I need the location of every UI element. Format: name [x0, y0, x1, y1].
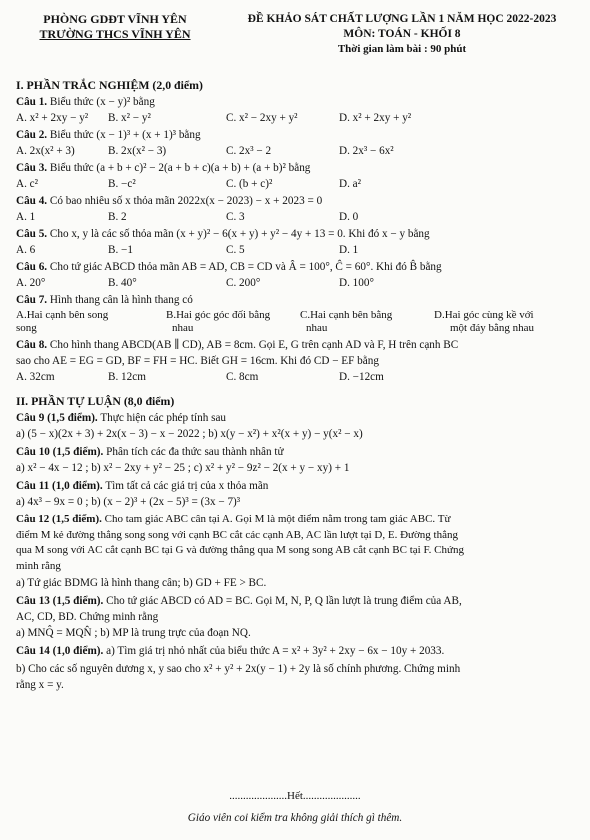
question-6 [16, 260, 576, 274]
question-text: Cho tứ giác ABCD thỏa mãn AB = AD, CB = CD và Â = 100°, Ĉ = 60°. Khi đó B̂ bằng [49, 260, 442, 273]
option-a: A. c² [16, 177, 38, 190]
question-text: Biểu thức (a + b + c)² − 2(a + b + c)(a + b) + (a + b)² bằng [49, 161, 311, 174]
header-left [20, 12, 210, 41]
question-text: Có bao nhiêu số x thỏa mãn 2022x(x − 2023) − x + 2023 = 0 [49, 194, 323, 207]
question-10-parts: a) x² − 4x − 12 ; b) x² − 2xy + y² − 25 ; c) x² + y² − 9z² − 2(x + y − xy) + 1 [16, 461, 350, 474]
option-b: B. 40° [108, 276, 137, 289]
question-11 [16, 479, 576, 493]
header-right [222, 12, 582, 56]
question-label: Câu 8. [16, 339, 48, 352]
question-text: Thực hiện các phép tính sau [100, 411, 227, 424]
question-13-parts: a) MNQ̂ = MQN̂ ; b) MP là trung trực của đoạn NQ. [16, 626, 251, 639]
question-12 [16, 513, 576, 527]
question-5 [16, 227, 576, 241]
options-8 [16, 370, 576, 384]
question-text: Cho tam giác ABC cân tại A. Gọi M là một điểm nằm trong tam giác ABC. Từ [104, 512, 451, 525]
option-a-line1: A.Hai cạnh bên song [16, 308, 109, 321]
option-d: D. a² [339, 177, 361, 190]
question-12-parts: a) Tứ giác BDMG là hình thang cân; b) GD + FE > BC. [16, 576, 267, 589]
option-b: B. −c² [108, 177, 136, 190]
option-d: D. x² + 2xy + y² [339, 111, 412, 124]
option-a: A. 20° [16, 276, 46, 289]
question-text: Cho hình thang ABCD(AB ∥ CD), AB = 8cm. Gọi E, G trên cạnh AD và F, H trên cạnh BC [49, 339, 459, 352]
department-name: PHÒNG GDĐT VĨNH YÊN [43, 12, 187, 26]
question-14-line2: b) Cho các số nguyên dương x, y sao cho x² + y² + 2x(y − 1) + 2y là số chính phương. Chứng minh [16, 662, 461, 675]
question-label: Câu 11 (1,0 điểm). [16, 479, 103, 492]
question-label: Câu 14 (1,0 điểm). [16, 644, 104, 657]
option-c: C. (b + c)² [226, 177, 273, 190]
option-b: B. 12cm [108, 371, 146, 384]
question-text: Cho x, y là các số thỏa mãn (x + y)² − 6(x + y) + y² − 4y + 13 = 0. Khi đó x − y bằng [49, 227, 430, 240]
options-4 [16, 210, 576, 224]
options-7 [16, 309, 576, 335]
question-14 [16, 644, 576, 658]
question-12-line4: minh rằng [16, 560, 61, 573]
option-d-line1: D.Hai góc cùng kề với [434, 308, 534, 321]
section-title-2: II. PHẦN TỰ LUẬN (8,0 điểm) [16, 394, 175, 409]
options-1 [16, 111, 576, 125]
options-6 [16, 276, 576, 290]
option-d-line2: một đáy bằng nhau [450, 321, 535, 334]
question-9-parts: a) (5 − x)(2x + 3) + 2x(x − 3) − x − 2022 ; b) x(y − x²) + x²(x + y) − y(x² − x) [16, 427, 363, 440]
option-d: D. 2x³ − 6x² [339, 144, 394, 157]
option-d: D. 0 [339, 210, 359, 223]
question-label: Câu 9 (1,5 điểm). [16, 411, 98, 424]
option-b-line2: nhau [172, 321, 194, 334]
option-b: B. x² − y² [108, 111, 151, 124]
question-11-parts: a) 4x³ − 9x = 0 ; b) (x − 2)³ + (2x − 5)³ = (3x − 7)³ [16, 495, 241, 508]
question-label: Câu 1. [16, 95, 48, 108]
option-d: D. 100° [339, 276, 374, 289]
option-c: C. 8cm [226, 371, 259, 384]
option-a [16, 309, 166, 335]
option-a: A. 2x(x² + 3) [16, 144, 75, 157]
option-b: B. 2 [108, 210, 127, 223]
option-b [166, 309, 300, 335]
option-d: D. −12cm [339, 371, 384, 384]
question-7 [16, 293, 576, 307]
question-12-line3: qua M song với AC cắt cạnh BC tại G và đường thẳng qua M song song AB cắt cạnh BC tại F. Chứng [16, 544, 464, 557]
option-c: C. 3 [226, 210, 245, 223]
question-text: Cho tứ giác ABCD có AD = BC. Gọi M, N, P, Q lần lượt là trung điểm của AB, [106, 594, 462, 607]
option-d: D. 1 [339, 243, 359, 256]
question-label: Câu 6. [16, 260, 48, 273]
options-5 [16, 243, 576, 257]
question-text: Tìm tất cả các giá trị của x thỏa mãn [105, 479, 269, 492]
exam-body [16, 74, 576, 694]
option-b-line1: B.Hai góc góc đối bằng [166, 308, 271, 321]
options-3 [16, 177, 576, 191]
option-b: B. 2x(x² − 3) [108, 144, 167, 157]
question-8 [16, 338, 576, 352]
question-1 [16, 95, 576, 109]
end-marker: .....................Hết..................... [229, 790, 361, 802]
question-label: Câu 12 (1,5 điểm). [16, 512, 102, 525]
question-text: a) Tìm giá trị nhỏ nhất của biểu thức A = x² + 3y² + 2xy − 6x − 10y + 2033. [106, 644, 445, 657]
question-text: Phân tích các đa thức sau thành nhân tử [106, 445, 284, 458]
proctor-note: Giáo viên coi kiểm tra không giải thích gì thêm. [187, 812, 403, 824]
option-d [434, 309, 574, 335]
question-10 [16, 445, 576, 459]
question-14-line3: rằng x = y. [16, 678, 64, 691]
question-9 [16, 411, 576, 425]
school-name: TRƯỜNG THCS VĨNH YÊN [39, 26, 191, 41]
section-title-1: I. PHẦN TRẮC NGHIỆM (2,0 điểm) [16, 78, 203, 92]
option-c: C. 5 [226, 243, 245, 256]
option-a-line2: song [16, 321, 37, 334]
time-line: Thời gian làm bài : 90 phút [337, 42, 467, 55]
option-c: C. x² − 2xy + y² [226, 111, 298, 124]
question-text: Hình thang cân là hình thang có [49, 293, 193, 306]
question-label: Câu 2. [16, 128, 48, 141]
question-label: Câu 3. [16, 161, 48, 174]
option-c [300, 309, 434, 335]
option-a: A. x² + 2xy − y² [16, 111, 89, 124]
question-text: Biểu thức (x − y)² bằng [49, 95, 155, 108]
question-label: Câu 5. [16, 227, 48, 240]
question-4 [16, 194, 576, 208]
option-c-line2: nhau [306, 321, 328, 334]
option-c: C. 2x³ − 2 [226, 144, 272, 157]
option-c: C. 200° [226, 276, 261, 289]
option-b: B. −1 [108, 243, 133, 256]
question-13-line2: AC, CD, BD. Chứng minh rằng [16, 610, 159, 623]
option-c-line1: C.Hai cạnh bên bằng [300, 308, 393, 321]
option-a: A. 1 [16, 210, 36, 223]
question-2 [16, 128, 576, 142]
question-label: Câu 10 (1,5 điểm). [16, 445, 104, 458]
question-label: Câu 4. [16, 194, 48, 207]
exam-title: ĐỀ KHẢO SÁT CHẤT LƯỢNG LẦN 1 NĂM HỌC 2022-2023 [247, 13, 557, 25]
question-label: Câu 7. [16, 293, 48, 306]
option-a: A. 32cm [16, 371, 55, 384]
question-13 [16, 594, 576, 608]
question-3 [16, 161, 576, 175]
question-12-line2: điểm M kẻ đường thẳng song song với cạnh BC cắt các cạnh AB, AC lần lượt tại D, E. Đường thẳng [16, 528, 458, 541]
subject-line: MÔN: TOÁN - KHỐI 8 [343, 27, 461, 40]
option-a: A. 6 [16, 243, 36, 256]
question-text: Biểu thức (x − 1)³ + (x + 1)³ bằng [49, 128, 201, 141]
options-2 [16, 144, 576, 158]
question-label: Câu 13 (1,5 điểm). [16, 594, 104, 607]
question-8-line2: sao cho AE = EG = GD, BF = FH = HC. Biết GH = 16cm. Khi đó CD − EF bằng [16, 355, 379, 368]
